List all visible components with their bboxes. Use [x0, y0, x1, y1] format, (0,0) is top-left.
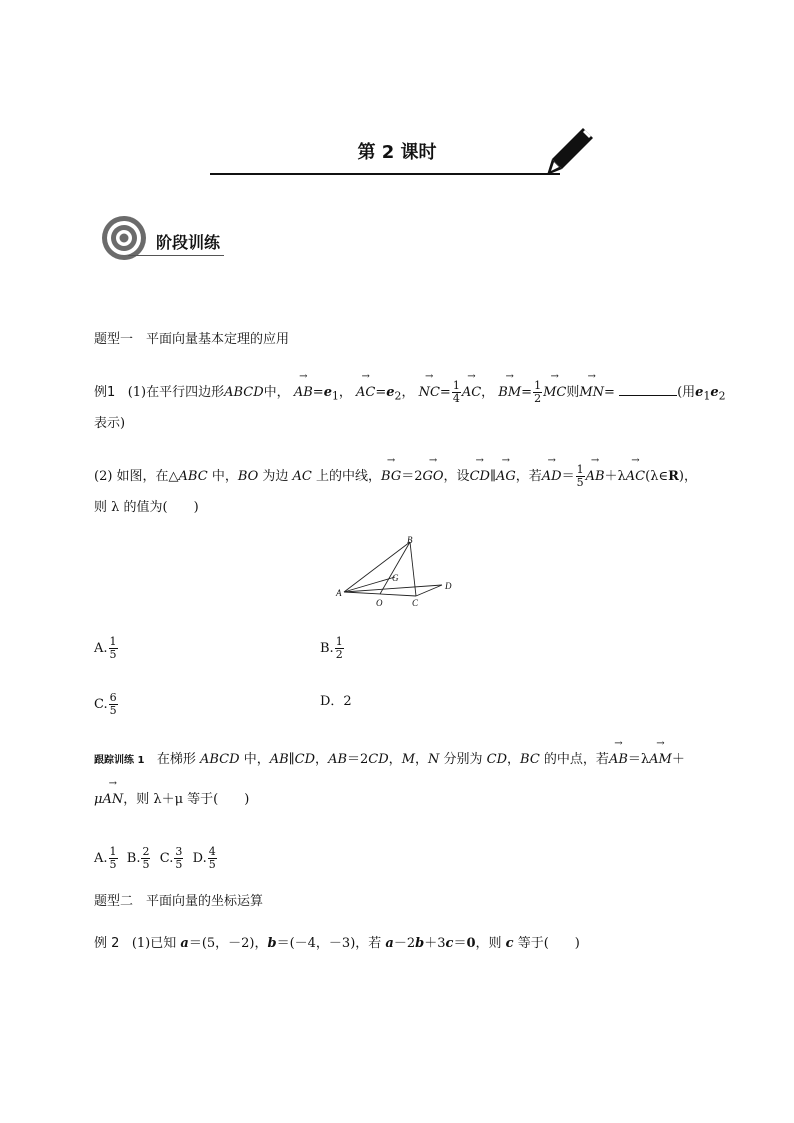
practice1-wrap: μ→ AN，则 λ＋μ 等于( )	[94, 790, 249, 810]
vector-bm: → BM	[498, 383, 521, 403]
section-underline	[128, 255, 224, 256]
example1-part1-wrap: 表示)	[94, 416, 126, 431]
label-b: B	[407, 536, 413, 545]
triangle-figure	[334, 536, 464, 612]
label-a: A	[336, 588, 342, 598]
example1-part2: (2) 如图，在△ABC 中，BO 为边 AC 上的中线，→ BG＝2→ GO，设→ CD∥→ AG，若→ AD＝ $\frac{1}{5}$ → AB＋λ→ AC(λ∈R)，	[94, 464, 697, 489]
vector-bg: → BG	[381, 467, 401, 487]
fraction: $\frac{1}{5}$	[576, 463, 584, 489]
option-a[interactable]: A. $\frac{1}{5}$	[94, 635, 117, 661]
option-b[interactable]: B. $\frac{1}{2}$	[320, 635, 343, 661]
vector-ad: → AD	[542, 467, 562, 487]
practice-option-d[interactable]: D. $\frac{4}{5}$	[192, 845, 216, 871]
vector-ab: → AB	[294, 383, 313, 403]
label-d: D	[445, 581, 452, 591]
title-underline	[210, 173, 560, 175]
practice-option-b[interactable]: B. $\frac{2}{5}$	[126, 845, 150, 871]
option-d[interactable]: D．2	[320, 694, 352, 709]
vector-nc: → NC	[419, 383, 440, 403]
practice-option-a[interactable]: A. $\frac{1}{5}$	[94, 845, 117, 871]
vector-cd: → CD	[470, 467, 490, 487]
type1-heading: 题型一 平面向量基本定理的应用	[94, 332, 290, 347]
vector-ac: → AC	[356, 383, 375, 403]
page-title: 第 2 课时	[357, 142, 437, 163]
example1-part1: 例1 (1)在平行四边形ABCD中， → $AB=e_1$， → $AC=e_2$， → NC= $\frac{1}{4}$ → AC， → BM= $\frac{1}{2}$ → MC则→ MN= (用$e_1e_2$	[94, 380, 726, 407]
answer-blank[interactable]	[619, 383, 677, 396]
example-label: 例1	[94, 385, 116, 400]
pencil-icon	[545, 125, 597, 180]
vector-ag: → AG	[496, 467, 516, 487]
section-label: 阶段训练	[156, 233, 221, 252]
practice1-options	[94, 846, 218, 871]
fraction: $\frac{1}{4}$	[452, 379, 460, 405]
example2-part1: 例 2 (1)已知 a＝(5，－2)，b＝(－4，－3)，若 a－2b＋3c＝0，则 c 等于( )	[94, 936, 580, 951]
vector-mn: → MN	[579, 383, 604, 403]
practice1: 跟踪训练 1 在梯形 ABCD 中，AB∥CD，AB＝2CD，M，N 分别为 CD，BC 的中点，若→ AB＝λ→ AM＋	[94, 750, 685, 771]
option-c[interactable]: C. $\frac{6}{5}$	[94, 691, 117, 717]
label-g: G	[392, 573, 399, 583]
example-label: 例 2	[94, 936, 120, 951]
label-o: O	[376, 598, 383, 608]
practice-option-c[interactable]: C. $\frac{3}{5}$	[159, 845, 183, 871]
practice-label: 跟踪训练 1	[94, 755, 145, 766]
vector-go: → GO	[423, 467, 444, 487]
label-c: C	[412, 598, 419, 608]
example1-question: 则 λ 的值为( )	[94, 500, 199, 515]
fraction: $\frac{1}{2}$	[534, 379, 542, 405]
type2-heading: 题型二 平面向量的坐标运算	[94, 894, 264, 909]
